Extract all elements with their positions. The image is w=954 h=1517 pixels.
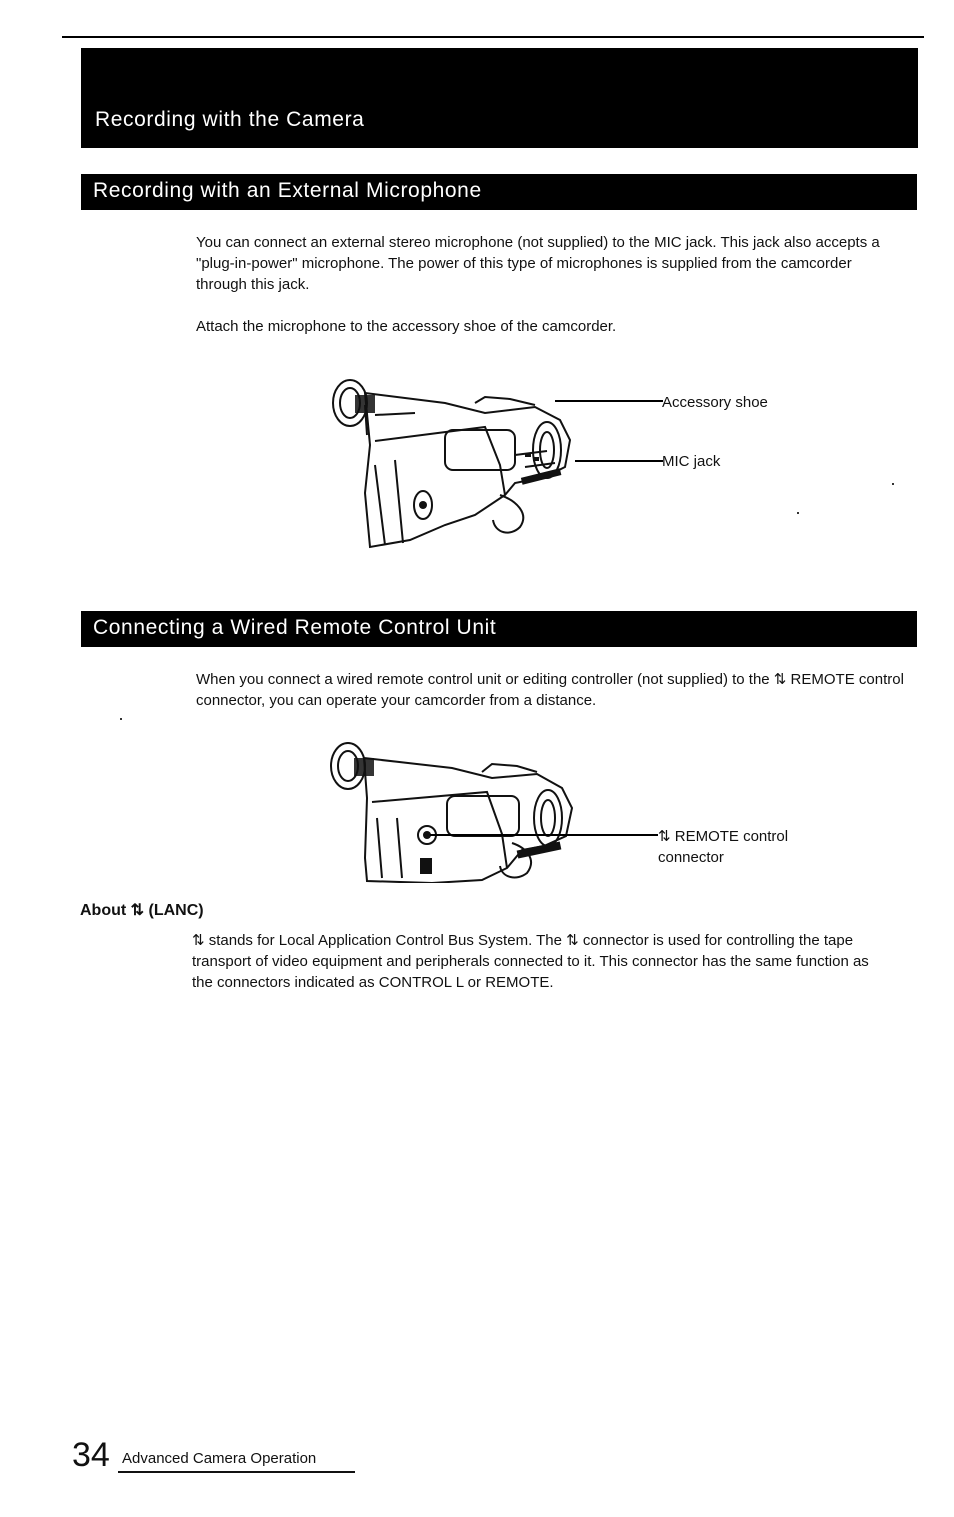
page-number: 34: [72, 1436, 110, 1474]
footer-section-label: Advanced Camera Operation: [122, 1450, 317, 1467]
scan-speck: [892, 483, 894, 485]
scan-speck: [797, 512, 799, 514]
callout-remote-control: ⇅ REMOTE control: [658, 828, 789, 845]
callout-accessory-shoe: Accessory shoe: [662, 394, 768, 411]
camcorder-illustration-remote: [322, 738, 582, 883]
callout-connector: connector: [658, 849, 724, 866]
section-header-external-microphone: [81, 174, 917, 210]
camcorder-illustration-microphone: [325, 375, 585, 550]
callout-line-remote-connector: [430, 834, 658, 836]
section-header-wired-remote: [81, 611, 917, 647]
about-lanc-heading: About ⇅ (LANC): [80, 902, 204, 919]
section-title: Connecting a Wired Remote Control Unit: [93, 616, 497, 639]
paragraph-remote-intro: When you connect a wired remote control unit or editing controller (not supplied) to the ⇅ REMOTE control connector, you can operate your camcorder from a distance.: [196, 671, 904, 709]
paragraph-about-lanc: ⇅ stands for Local Application Control Bus System. The ⇅ connector is used for controlling the tape transport of video equipment and peripherals connected to it. This connector has the same function as the connectors indicated as CONTROL L or REMOTE.: [192, 932, 869, 991]
scan-speck: [120, 718, 122, 720]
callout-mic-jack: MIC jack: [662, 453, 721, 470]
paragraph-attach-microphone: Attach the microphone to the accessory shoe of the camcorder.: [196, 318, 617, 335]
callout-line-accessory-shoe: [555, 400, 663, 402]
paragraph-microphone-intro: You can connect an external stereo microphone (not supplied) to the MIC jack. This jack also accepts a "plug-in-power" microphone. The power of this type of microphones is supplied from the camcorder through this jack.: [196, 234, 880, 293]
chapter-banner: [81, 48, 918, 148]
chapter-title: Recording with the Camera: [95, 108, 365, 131]
footer-underline: [118, 1471, 355, 1473]
top-rule: [62, 36, 924, 38]
section-title: Recording with an External Microphone: [93, 179, 482, 202]
callout-line-mic-jack: [575, 460, 663, 462]
